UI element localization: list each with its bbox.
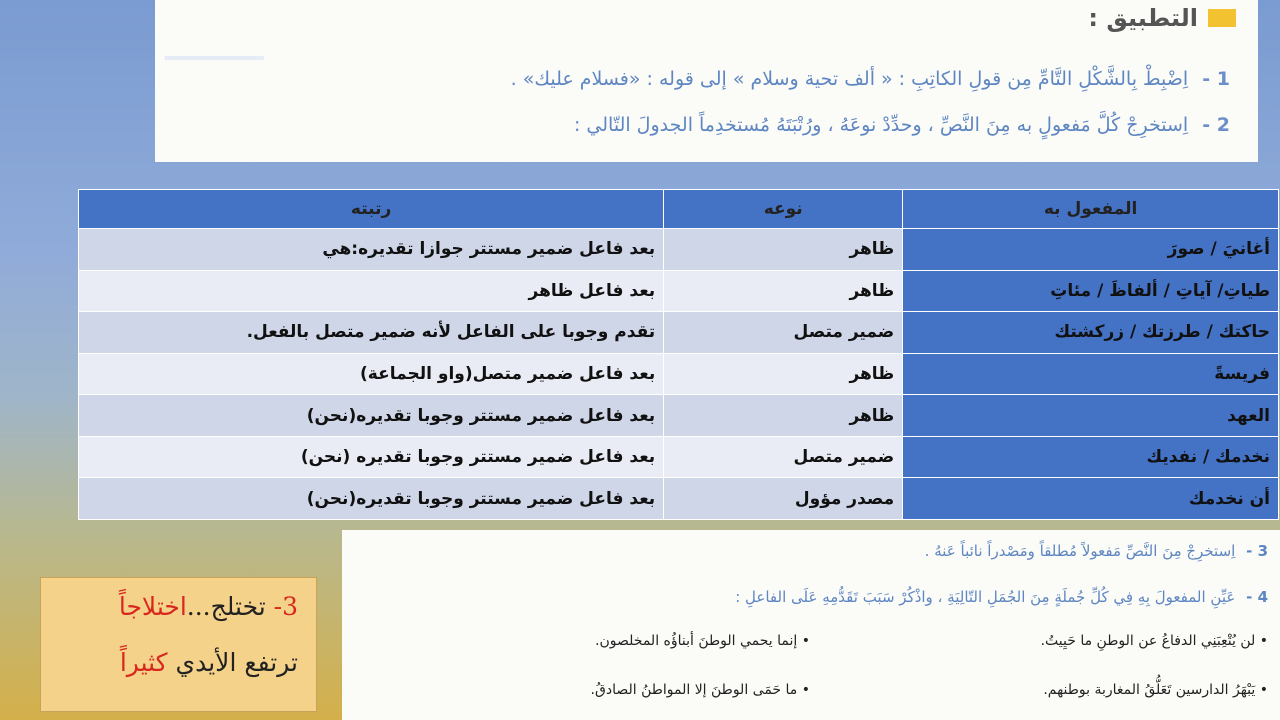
table-row	[79, 395, 1279, 437]
table-cell: بعد فاعل ضمير مستتر وجوبا تقديره(نحن)	[79, 478, 664, 520]
card-number: 3-	[273, 592, 298, 621]
yellow-square-icon	[1208, 9, 1236, 27]
table-cell: فريسةً	[903, 353, 1279, 395]
column-header: نوعه	[664, 190, 903, 229]
table-cell: نخدمك / نفديك	[903, 436, 1279, 478]
table-cell: ضمير متصل	[664, 312, 903, 354]
table-row	[79, 270, 1279, 312]
table-cell: أغانيَ / صورَ	[903, 229, 1279, 271]
table-row	[79, 478, 1279, 520]
exercise-text: عَيِّنِ المفعولَ بِهِ فِي كُلِّ جُملَةٍ مِنَ الجُمَلِ التّالِيَةِ ، واذْكُرْ سَبَبَ تَقَدُّمِهِ عَلَى الفاعلِ :	[735, 588, 1236, 606]
exercise-text: اِستخرِجْ كُلَّ مَفعولٍ به مِنَ النَّصِّ ، وحدِّدْ نوعَهُ ، ورُتْبَتَهُ مُستخدِماً الجدولَ التّالي :	[573, 114, 1189, 136]
exercise-text: اِضْبِطْ بِالشَّكْلِ التَّامِّ مِن قولِ الكاتِبِ : « ألف تحية وسلام » إلى قوله : «فسلام عليك» .	[510, 68, 1189, 90]
sentence-item: • لن يُتْعِبَنِي الدفاعُ عن الوطنِ ما حَيِيتُ.	[1040, 633, 1268, 649]
table-cell: بعد فاعل ضمير مستتر جوازا تقديره:هي	[79, 229, 664, 271]
card-highlight: اختلاجاً	[118, 592, 187, 621]
column-header: المفعول به	[903, 190, 1279, 229]
textbook-scan-bottom	[342, 530, 1280, 720]
table-cell: ظاهر	[664, 229, 903, 271]
exercise-number: 3 -	[1246, 542, 1268, 560]
table-cell: ظاهر	[664, 395, 903, 437]
table-cell: العهد	[903, 395, 1279, 437]
table-cell: ظاهر	[664, 353, 903, 395]
table-row	[79, 436, 1279, 478]
exercise-number: 2 -	[1202, 114, 1230, 136]
exercise-text: اِستخرِجْ مِنَ النَّصِّ مَفعولاً مُطلقاً ومَصْدراً نائباً عَنهُ .	[924, 542, 1236, 560]
card-highlight: كثيراً	[119, 648, 168, 677]
exercise-4	[735, 588, 1268, 606]
sentence-item: • ما حَمَى الوطنَ إلا المواطنُ الصادقُ.	[590, 682, 810, 698]
card-word: تختلج...	[186, 592, 266, 621]
table-cell: ظاهر	[664, 270, 903, 312]
table-cell: حاكتك / طرزتك / زركشتك	[903, 312, 1279, 354]
table-cell: تقدم وجوبا على الفاعل لأنه ضمير متصل بالفعل.	[79, 312, 664, 354]
table-cell: ضمير متصل	[664, 436, 903, 478]
card-line-1	[119, 592, 298, 621]
card-line-2	[120, 648, 298, 677]
answer-table	[78, 189, 1279, 520]
card-word: ترتفع الأيدي	[175, 648, 298, 677]
exercise-number: 1 -	[1202, 68, 1230, 90]
faded-heading-mark: ـــــــــ	[165, 30, 264, 68]
table-row	[79, 312, 1279, 354]
textbook-scan-top	[155, 0, 1258, 162]
table-cell: بعد فاعل ضمير مستتر وجوبا تقديره(نحن)	[79, 395, 664, 437]
column-header: رتبته	[79, 190, 664, 229]
sentence-item: • إنما يحمي الوطنَ أبناؤُه المخلصون.	[595, 633, 810, 649]
table-cell: بعد فاعل ضمير متصل(واو الجماعة)	[79, 353, 664, 395]
table-cell: بعد فاعل ضمير مستتر وجوبا تقديره (نحن)	[79, 436, 664, 478]
table-row	[79, 229, 1279, 271]
exercise-2	[574, 114, 1230, 136]
table-header-row	[79, 190, 1279, 229]
exercise-3	[925, 542, 1268, 560]
table-cell: طياتِ/ آياتِ / ألفاظَ / مئاتِ	[903, 270, 1279, 312]
table-cell: بعد فاعل ظاهر	[79, 270, 664, 312]
sentence-item: • يَبْهَرُ الدارسين تَعَلُّقُ المغاربة بوطنهم.	[1043, 682, 1268, 698]
answer-card	[40, 577, 317, 712]
table-cell: مصدر مؤول	[664, 478, 903, 520]
table-row	[79, 353, 1279, 395]
section-header	[1088, 4, 1236, 32]
table-cell: أن نخدمك	[903, 478, 1279, 520]
section-heading: التطبيق :	[1088, 4, 1198, 32]
exercise-1	[511, 68, 1230, 90]
exercise-number: 4 -	[1246, 588, 1268, 606]
